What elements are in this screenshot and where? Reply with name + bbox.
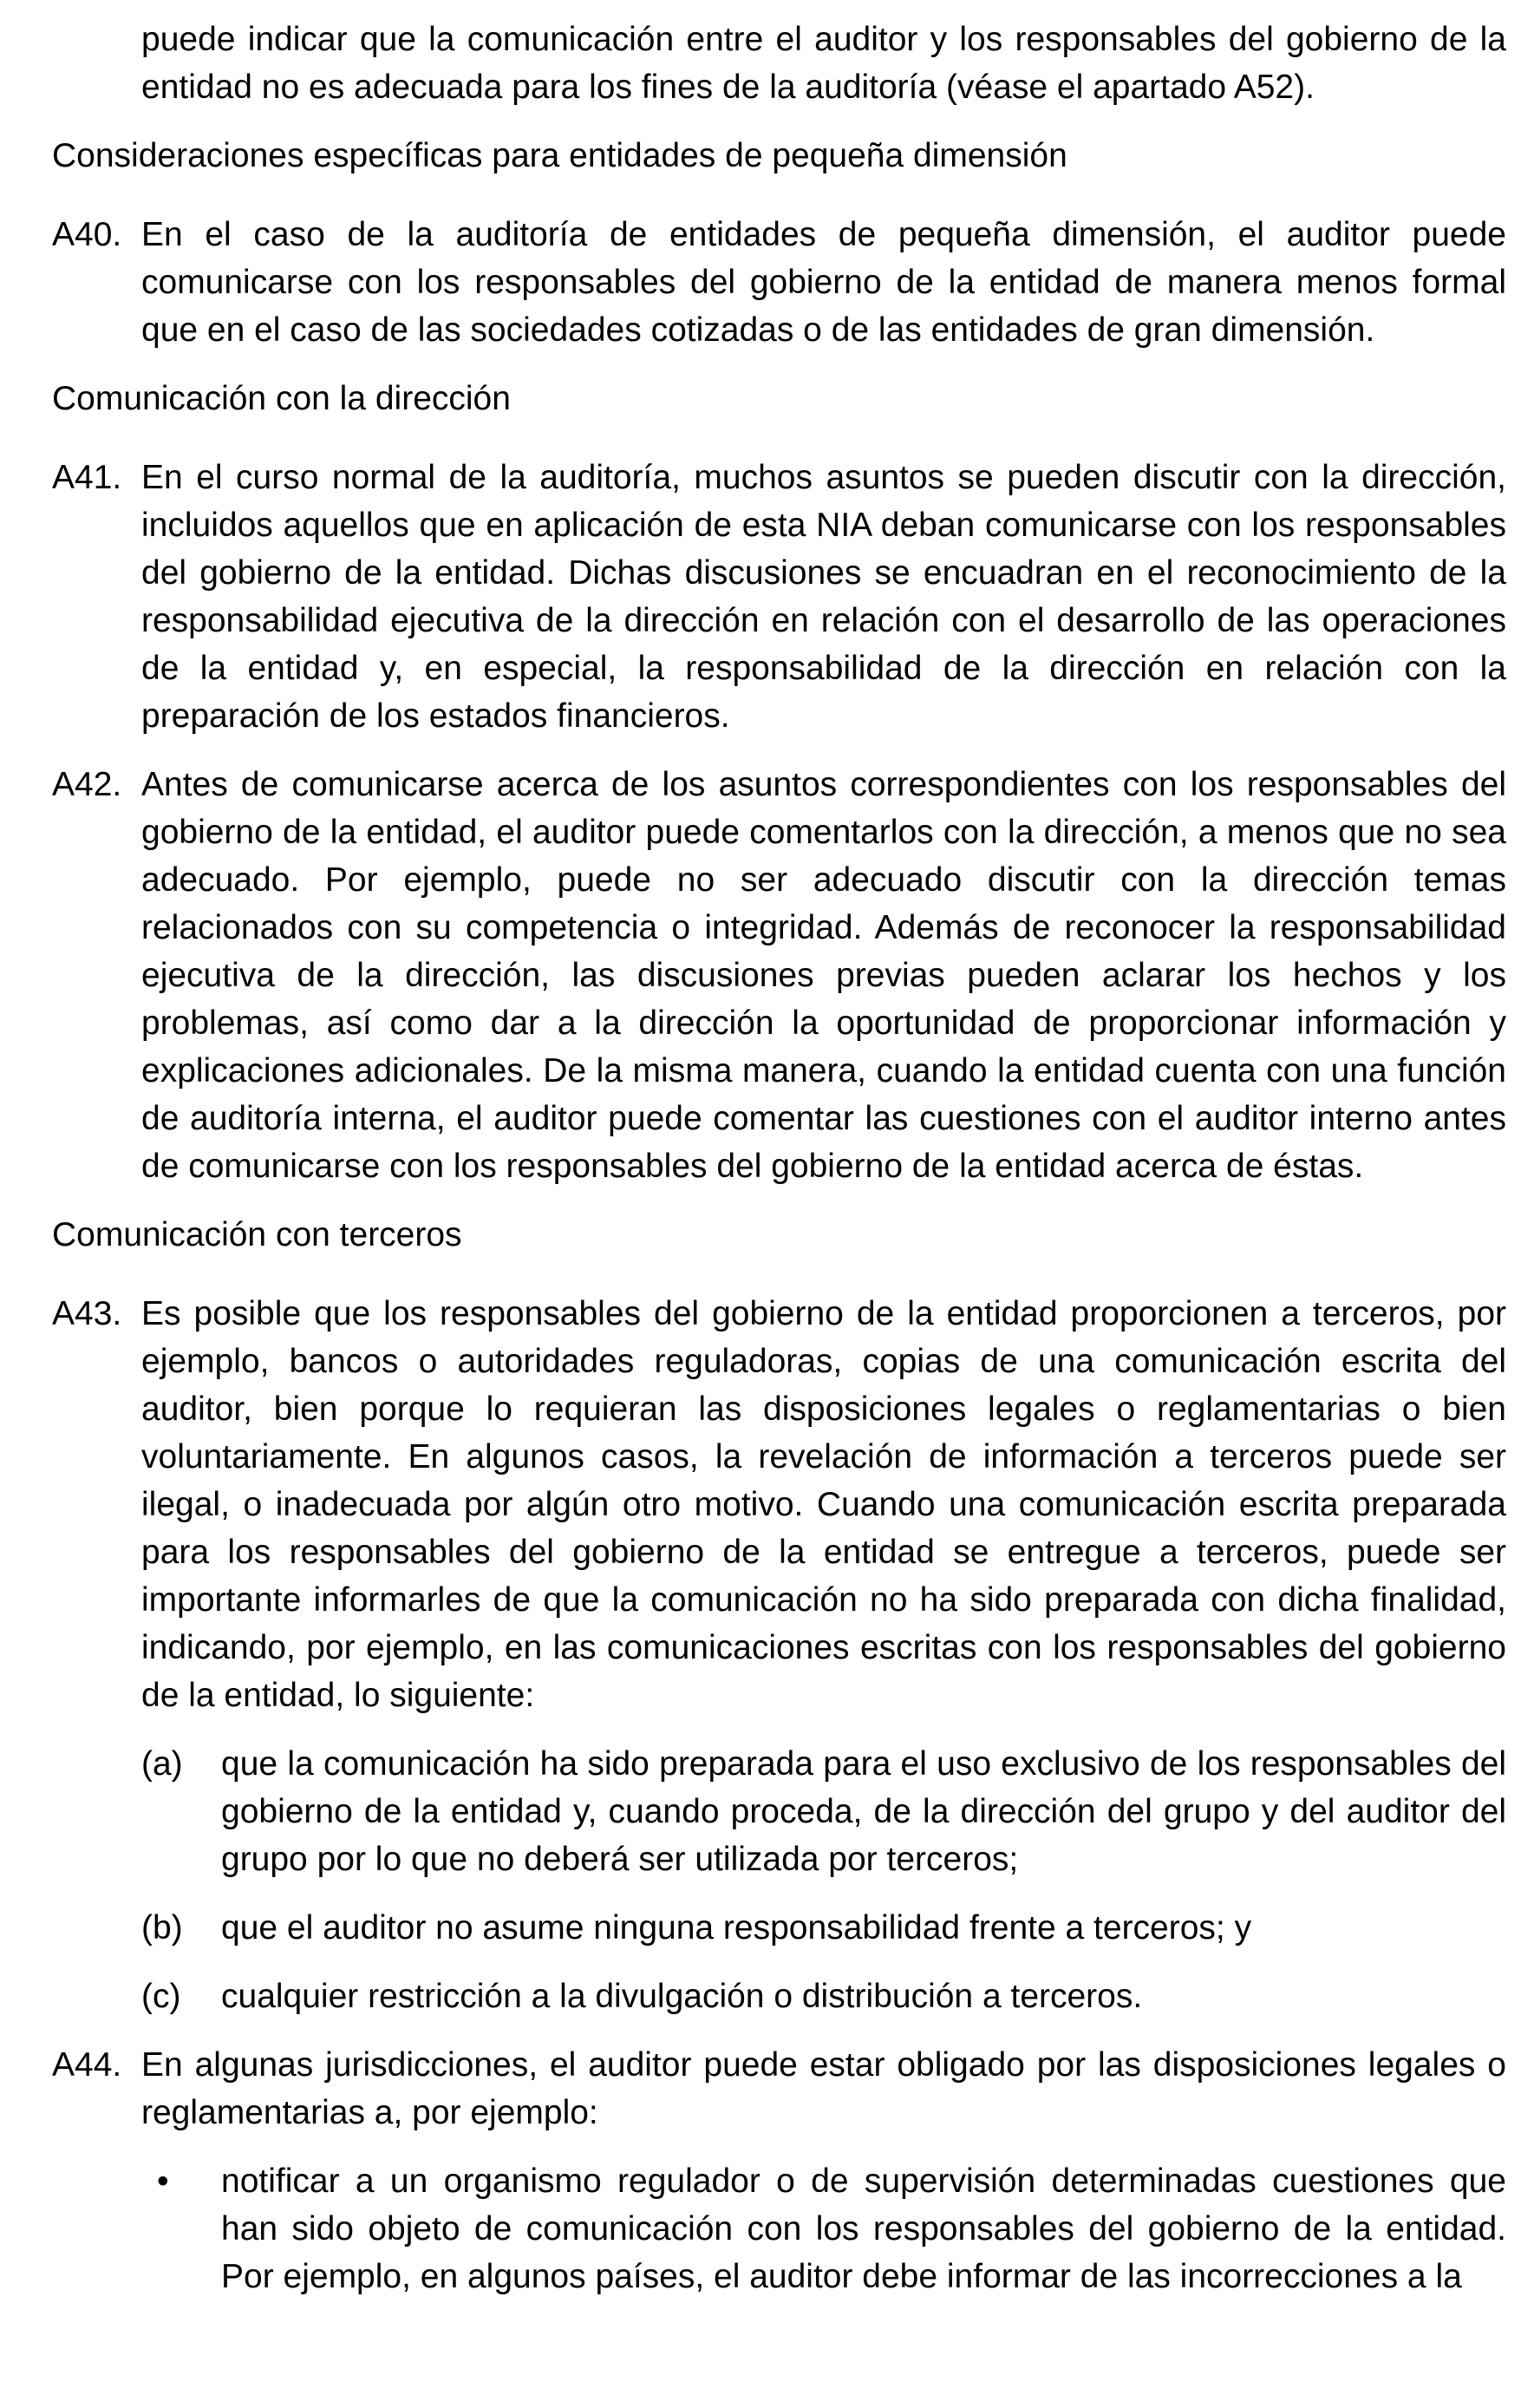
paragraph-label: A44.	[52, 2046, 122, 2084]
paragraph-text: notificar a un organismo regulador o de supervisión determinadas cuestiones que han sido objeto de comunicación con los responsables del gobierno de la entidad. Por ejemplo, en algunos países, el auditor debe informar de las incorrecciones a la	[221, 2163, 1506, 2295]
paragraph-text: puede indicar que la comunicación entre el auditor y los responsables del gobierno de la entidad no es adecuada para los fines de la auditoría (véase el apartado A52).	[141, 21, 1506, 106]
paragraph-label: A43.	[52, 1295, 122, 1332]
list-item-label: (b)	[141, 1909, 183, 1947]
list-item	[141, 1904, 1506, 1952]
numbered-paragraph	[52, 2041, 1506, 2136]
numbered-paragraph	[52, 454, 1506, 740]
bullet-item	[141, 2157, 1506, 2300]
numbered-paragraph	[52, 211, 1506, 354]
section-heading: Comunicación con terceros	[52, 1216, 462, 1253]
paragraph-continuation	[52, 16, 1506, 111]
paragraph-text: Antes de comunicarse acerca de los asuntos correspondientes con los responsables del gobierno de la entidad, el auditor puede comentarlos con la dirección, a menos que no sea adecuado. Por ejemplo, puede no ser adecuado discutir con la dirección temas relacionados con su competencia o integridad. Además de reconocer la responsabilidad ejecutiva de la dirección, las discusiones previas pueden aclarar los hechos y los problemas, así como dar a la dirección la oportunidad de proporcionar información y explicaciones adicionales. De la misma manera, cuando la entidad cuenta con una función de auditoría interna, el auditor puede comentar las cuestiones con el auditor interno antes de comunicarse con los responsables del gobierno de la entidad acerca de éstas.	[141, 766, 1506, 1185]
paragraph-label: A41.	[52, 459, 122, 496]
paragraph-text: cualquier restricción a la divulgación o distribución a terceros.	[221, 1978, 1143, 2015]
section-heading: Consideraciones específicas para entidades de pequeña dimensión	[52, 137, 1067, 174]
paragraph-text: En el caso de la auditoría de entidades de pequeña dimensión, el auditor puede comunicarse con los responsables del gobierno de la entidad de manera menos formal que en el caso de las sociedades cotizadas o de las entidades de gran dimensión.	[141, 216, 1506, 349]
paragraph-text: Es posible que los responsables del gobierno de la entidad proporcionen a terceros, por ejemplo, bancos o autoridades reguladoras, copias de una comunicación escrita del auditor, bien porque lo requieran las disposiciones legales o reglamentarias o bien voluntariamente. En algunos casos, la revelación de información a terceros puede ser ilegal, o inadecuada por algún otro motivo. Cuando una comunicación escrita preparada para los responsables del gobierno de la entidad se entregue a terceros, puede ser importante informarles de que la comunicación no ha sido preparada con dicha finalidad, indicando, por ejemplo, en las comunicaciones escritas con los responsables del gobierno de la entidad, lo siguiente:	[141, 1295, 1506, 1714]
paragraph-text: que la comunicación ha sido preparada para el uso exclusivo de los responsables del gobierno de la entidad y, cuando proceda, de la dirección del grupo y del auditor del grupo por lo que no deberá ser utilizada por terceros;	[221, 1745, 1506, 1878]
paragraph-label: A42.	[52, 766, 122, 803]
paragraph-text: que el auditor no asume ninguna responsabilidad frente a terceros; y	[221, 1909, 1252, 1947]
paragraph-text: En el curso normal de la auditoría, muchos asuntos se pueden discutir con la dirección, incluidos aquellos que en aplicación de esta NIA deban comunicarse con los responsables del gobierno de la entidad. Dichas discusiones se encuadran en el reconocimiento de la responsabilidad ejecutiva de la dirección en relación con el desarrollo de las operaciones de la entidad y, en especial, la responsabilidad de la dirección en relación con la preparación de los estados financieros.	[141, 459, 1506, 735]
numbered-paragraph	[52, 761, 1506, 1190]
paragraph-label: A40.	[52, 216, 122, 253]
list-item-label: (c)	[141, 1978, 181, 2015]
section-heading: Comunicación con la dirección	[52, 380, 511, 417]
numbered-paragraph	[52, 1290, 1506, 1719]
list-item	[141, 1740, 1506, 1883]
list-item-label: (a)	[141, 1745, 183, 1783]
bullet-marker: •	[157, 2163, 169, 2200]
paragraph-text: En algunas jurisdicciones, el auditor puede estar obligado por las disposiciones legales o reglamentarias a, por ejemplo:	[141, 2046, 1506, 2131]
list-item	[141, 1973, 1506, 2020]
